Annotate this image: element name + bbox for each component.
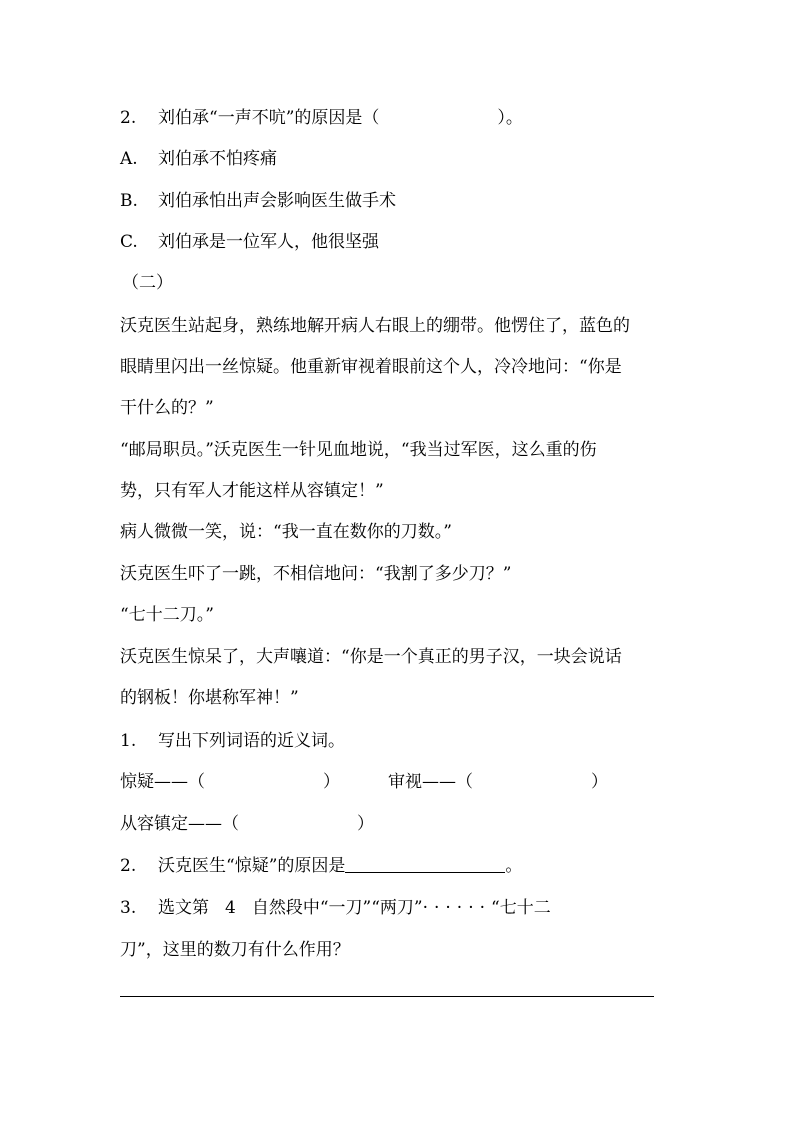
paren-close: ） xyxy=(357,814,374,834)
passage-line: 病人微微一笑，说：“我一直在数你的刀数。” xyxy=(120,522,452,542)
passage-line: 沃克医生站起身，熟练地解开病人右眼上的绷带。他愣住了，蓝色的 xyxy=(120,316,630,336)
passage-line: “邮局职员。”沃克医生一针见血地说，“我当过军医，这么重的伤 xyxy=(120,440,597,460)
option-b xyxy=(120,190,396,212)
question-text: 写出下列词语的近义词。 xyxy=(158,731,345,751)
passage-line: 的钢板！你堪称军神！” xyxy=(120,688,299,708)
question-1-stem xyxy=(120,730,345,752)
option-text: 刘伯承不怕疼痛 xyxy=(158,149,277,169)
option-text: 刘伯承是一位军人，他很坚强 xyxy=(158,232,379,252)
question-text: “七十二 xyxy=(491,898,551,918)
question-text: 沃克医生“惊疑”的原因是 xyxy=(158,856,346,876)
passage-line: 势，只有军人才能这样从容镇定！” xyxy=(120,481,384,501)
question-number: 3. xyxy=(120,898,137,918)
ellipsis-dots: ······ xyxy=(422,898,492,918)
synonym-word-jingyi: 惊疑——（ xyxy=(120,772,205,792)
question-text: 自然段中“一刀”“两刀” xyxy=(251,898,423,918)
question-text: 选文第 xyxy=(158,898,209,918)
paragraph-number: 4 xyxy=(225,898,236,918)
passage-line: 沃克医生惊呆了，大声嚷道：“你是一个真正的男子汉，一块会说话 xyxy=(120,647,622,667)
passage-line: 眼睛里闪出一丝惊疑。他重新审视着眼前这个人，冷冷地问：“你是 xyxy=(120,357,622,377)
passage-line: 干什么的？” xyxy=(120,398,214,418)
option-text: 刘伯承怕出声会影响医生做手术 xyxy=(158,191,396,211)
synonym-word-congrong: 从容镇定——（ xyxy=(120,814,239,834)
option-a xyxy=(120,148,277,170)
answer-line[interactable] xyxy=(120,996,654,997)
question-number: 2. xyxy=(120,108,137,128)
option-label: A. xyxy=(120,149,138,169)
question-number: 2. xyxy=(120,856,137,876)
passage-line: “七十二刀。” xyxy=(120,605,214,625)
synonym-word-shenshi: 审视——（ xyxy=(388,772,473,792)
synonym-row-1 xyxy=(120,771,608,793)
question-number: 1. xyxy=(120,731,137,751)
question-text-end: ）。 xyxy=(497,108,523,128)
option-label: B. xyxy=(120,191,138,211)
question-3-line2: 刀”，这里的数刀有什么作用？ xyxy=(120,940,350,960)
answer-blank-line[interactable] xyxy=(345,856,505,873)
paren-close: ） xyxy=(591,772,608,792)
paren-close: ） xyxy=(323,772,340,792)
question-text: 刘伯承“一声不吭”的原因是（ xyxy=(158,108,380,128)
question-3-stem xyxy=(120,897,551,919)
option-c xyxy=(120,231,379,253)
section-heading: （二） xyxy=(122,273,173,293)
synonym-row-2 xyxy=(120,813,374,835)
option-label: C. xyxy=(120,232,138,252)
passage-line: 沃克医生吓了一跳，不相信地问：“我割了多少刀？” xyxy=(120,564,512,584)
question-2-passage xyxy=(120,855,522,877)
question-2-stem xyxy=(120,107,523,129)
question-text-end: 。 xyxy=(505,856,523,876)
